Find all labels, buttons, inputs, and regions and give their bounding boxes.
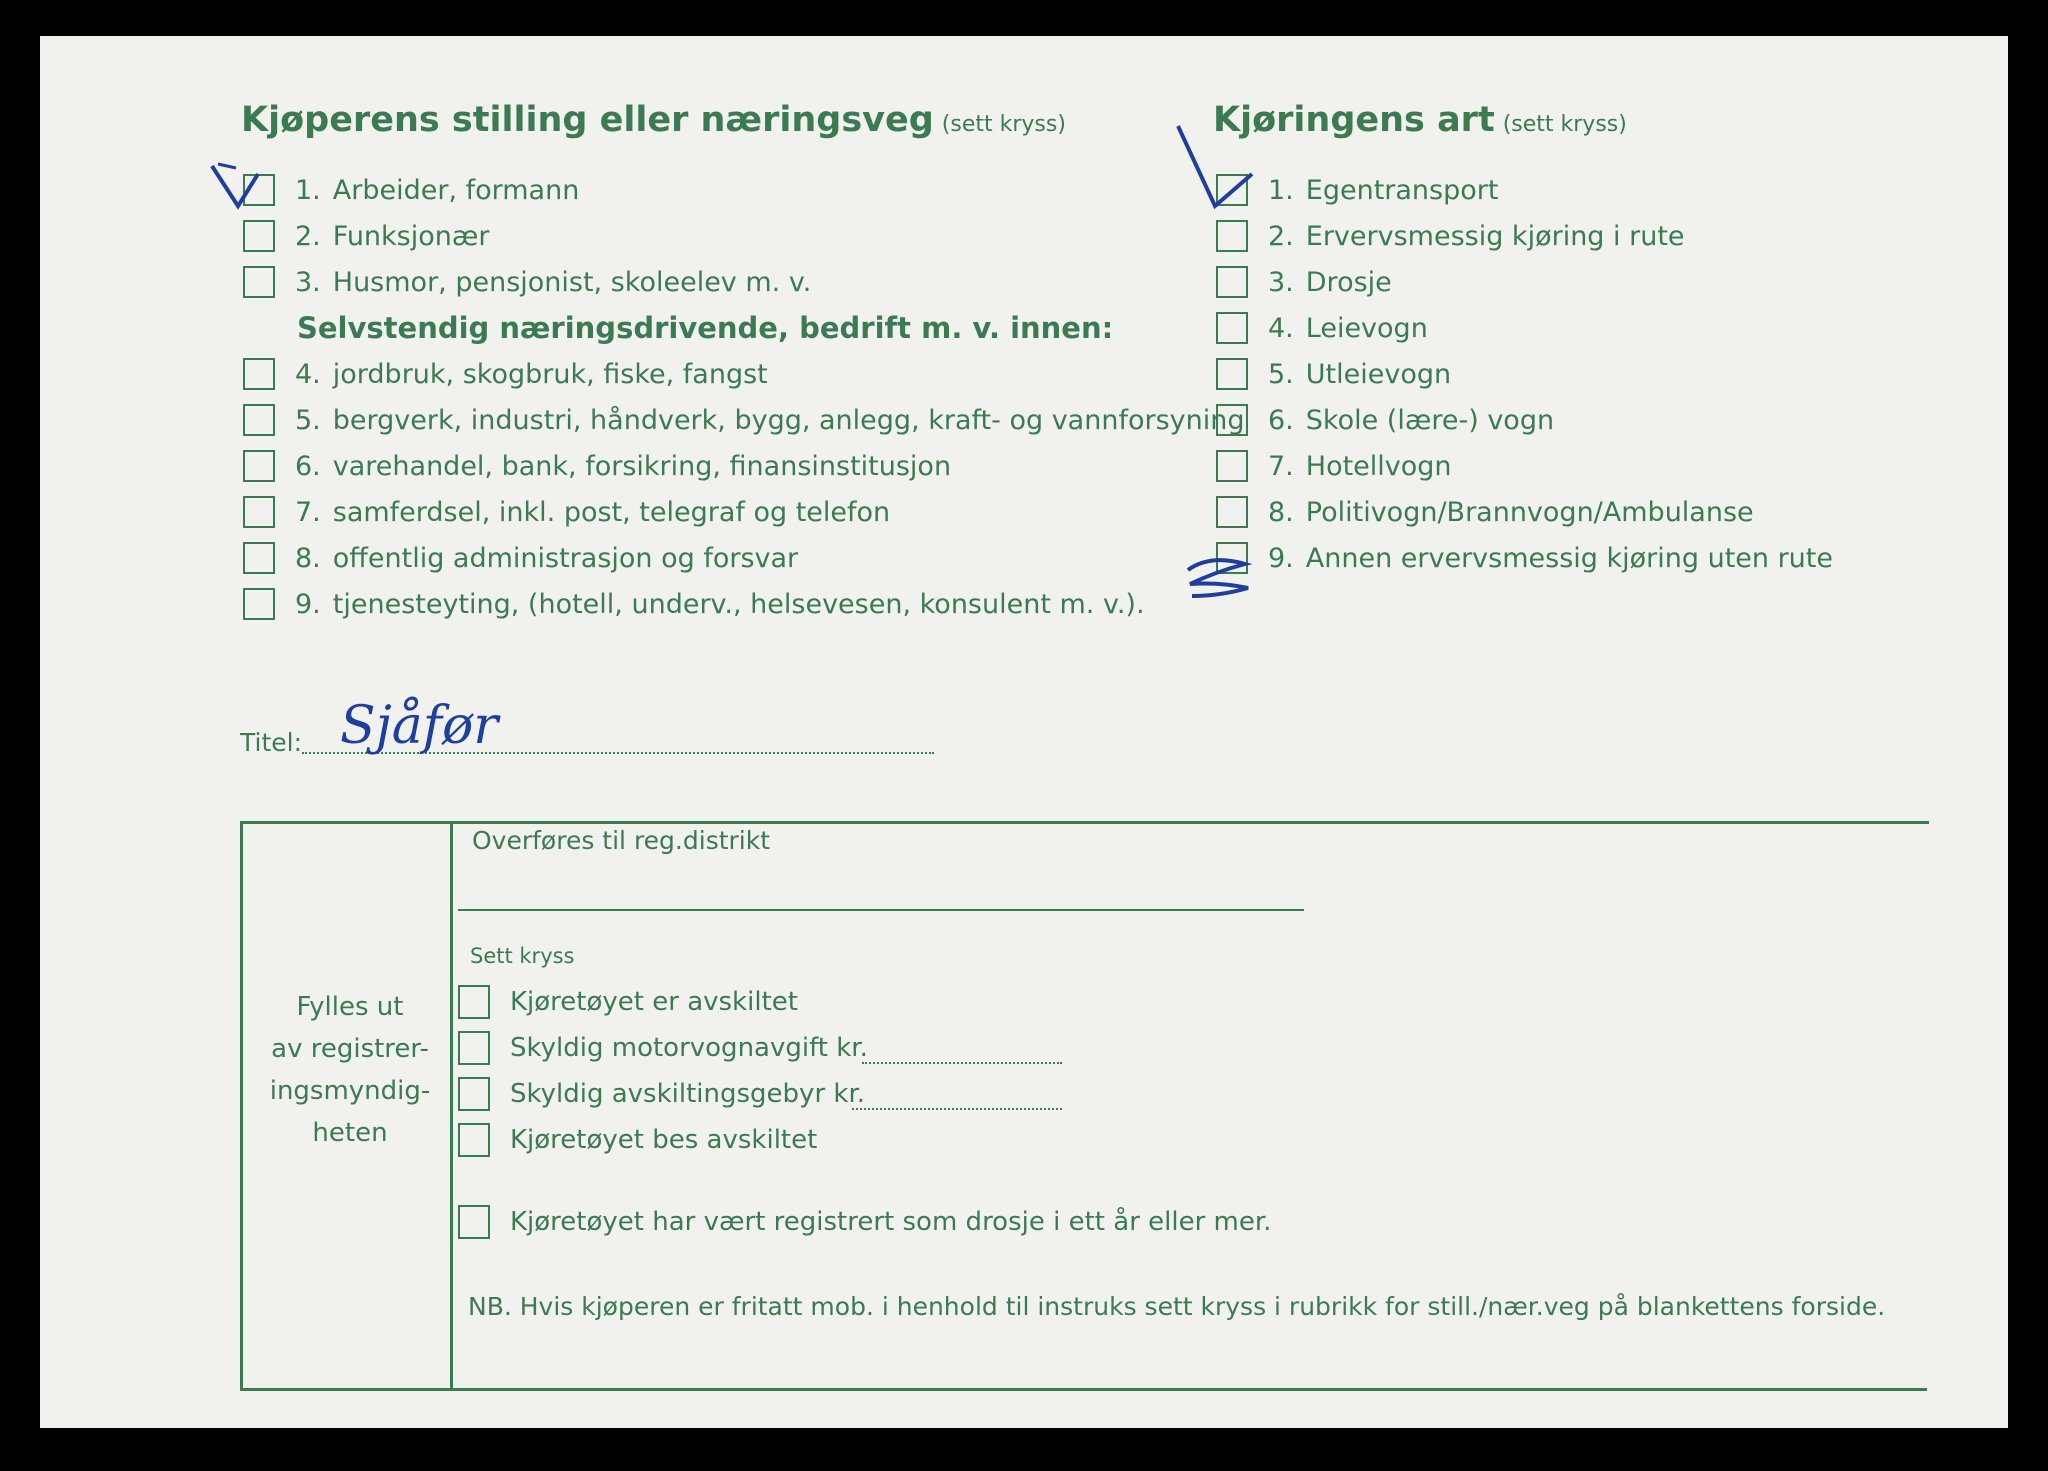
box-top-rule	[240, 821, 1929, 824]
checkbox[interactable]	[458, 1077, 490, 1111]
vehicle-tax-owed-option[interactable]: Skyldig motorvognavgift kr.	[458, 1031, 868, 1065]
exemption-note: NB. Hvis kjøperen er fritatt mob. i henhold til instruks sett kryss i rubrikk for still./nær.veg på blankettens forside.	[468, 1292, 1886, 1321]
request-deregistration-option[interactable]: Kjøretøyet bes avskiltet	[458, 1123, 817, 1157]
occupation-option-3[interactable]: 3. Husmor, pensjonist, skoleelev m. v.	[243, 266, 811, 298]
heading-hint: (sett kryss)	[1502, 112, 1627, 137]
transfer-district-label: Overføres til reg.distrikt	[472, 826, 771, 855]
box-inner-rule	[450, 821, 453, 1391]
checkbox[interactable]	[458, 1031, 490, 1065]
deregistration-fee-amount-field[interactable]	[852, 1108, 1062, 1110]
occupation-option-6[interactable]: 6. varehandel, bank, forsikring, finansinstitusjon	[243, 450, 951, 482]
checkbox[interactable]	[458, 1205, 490, 1239]
heading-hint: (sett kryss)	[941, 112, 1066, 137]
occupation-option-2[interactable]: 2. Funksjonær	[243, 220, 490, 252]
driving-option-5[interactable]: 5. Utleievogn	[1216, 358, 1451, 390]
box-left-rule	[240, 821, 243, 1391]
transfer-district-field[interactable]	[458, 909, 1304, 911]
check-mark-occupation-1	[212, 166, 258, 206]
title-handwritten-value: Sjåfør	[340, 696, 499, 756]
checkbox[interactable]	[458, 985, 490, 1019]
registration-authority-label: Fylles ut av registrer- ingsmyndig- heten	[269, 992, 431, 1148]
driving-option-9[interactable]: 9. Annen ervervsmessig kjøring uten rute	[1216, 542, 1833, 574]
driving-option-3[interactable]: 3. Drosje	[1216, 266, 1392, 298]
title-label: Titel:	[240, 728, 302, 757]
form-sheet	[40, 36, 2008, 1428]
driving-option-8[interactable]: 8. Politivogn/Brannvogn/Ambulanse	[1216, 496, 1754, 528]
occupation-option-4[interactable]: 4. jordbruk, skogbruk, fiske, fangst	[243, 358, 768, 390]
buyer-occupation-heading: Kjøperens stilling eller næringsveg (sett kryss)	[241, 100, 1066, 140]
occupation-option-8[interactable]: 8. offentlig administrasjon og forsvar	[243, 542, 798, 574]
checkbox[interactable]	[458, 1123, 490, 1157]
check-mark-driving-1	[1178, 126, 1252, 206]
driving-option-6[interactable]: 6. Skole (lære-) vogn	[1216, 404, 1554, 436]
box-bottom-rule	[240, 1388, 1927, 1391]
taxi-registered-option[interactable]: Kjøretøyet har vært registrert som drosje i ett år eller mer.	[458, 1205, 1271, 1239]
driving-option-7[interactable]: 7. Hotellvogn	[1216, 450, 1452, 482]
occupation-option-5[interactable]: 5. bergverk, industri, håndverk, bygg, anlegg, kraft- og vannforsyning	[243, 404, 1244, 436]
occupation-option-1[interactable]: 1. Arbeider, formann	[243, 174, 579, 206]
sett-kryss-label: Sett kryss	[470, 944, 575, 968]
driving-option-4[interactable]: 4. Leievogn	[1216, 312, 1428, 344]
scribble-mark-driving-9	[1188, 560, 1248, 596]
vehicle-tax-amount-field[interactable]	[862, 1062, 1062, 1064]
deregistration-fee-owed-option[interactable]: Skyldig avskiltingsgebyr kr.	[458, 1077, 865, 1111]
driving-option-1[interactable]: 1. Egentransport	[1216, 174, 1498, 206]
occupation-option-7[interactable]: 7. samferdsel, inkl. post, telegraf og telefon	[243, 496, 890, 528]
check-mark-occupation-1-tick	[218, 164, 236, 168]
plates-removed-option[interactable]: Kjøretøyet er avskiltet	[458, 985, 798, 1019]
self-employed-subheading: Selvstendig næringsdrivende, bedrift m. v. innen:	[297, 311, 1114, 345]
occupation-option-9[interactable]: 9. tjenesteyting, (hotell, underv., helsevesen, konsulent m. v.).	[243, 588, 1145, 620]
driving-option-2[interactable]: 2. Ervervsmessig kjøring i rute	[1216, 220, 1685, 252]
driving-type-heading: Kjøringens art (sett kryss)	[1213, 100, 1627, 140]
